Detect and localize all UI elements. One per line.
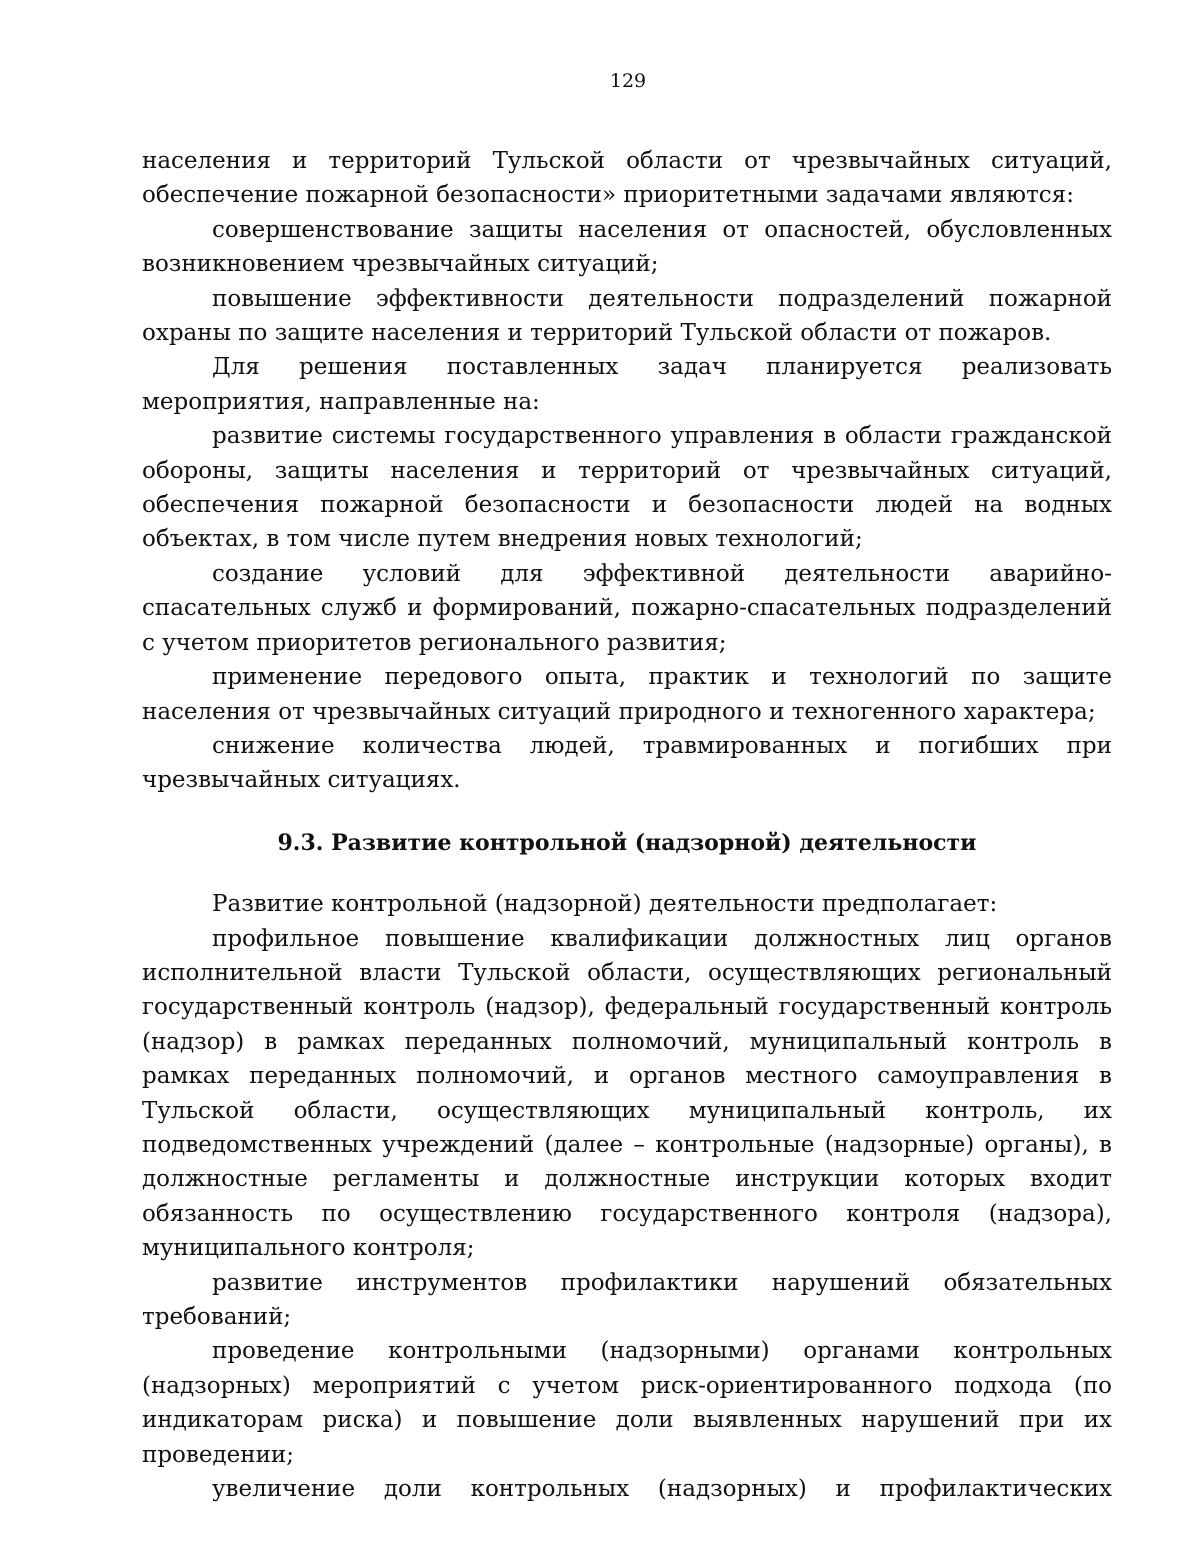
paragraph: Развитие контрольной (надзорной) деятельности предполагает: — [212, 891, 998, 918]
paragraph: проведение контрольными (надзорными) органами контрольных (надзорных) мероприятий с учетом риск-ориентированного подхода (по индикаторам риска) и повышение доли выявленных нарушений при их проведении; — [142, 1338, 1112, 1468]
paragraph: Для решения поставленных задач планируется реализовать мероприятия, направленные на: — [142, 354, 1112, 415]
paragraph: снижение количества людей, травмированных и погибших при чрезвычайных ситуациях. — [142, 732, 1112, 794]
paragraph: совершенствование защиты населения от опасностей, обусловленных возникновением чрезвычайных ситуаций; — [142, 216, 1112, 278]
paragraph: профильное повышение квалификации должностных лиц органов исполнительной власти Тульской области, осуществляющих региональный государственный контроль (надзор), федеральный государственный контроль (надзор) в рамках переданных полномочий, муниципальный контроль в рамках переданных полномочий, и органов местного самоуправления в Тульской области, осуществляющих муниципальный контроль, их подведомственных учреждений (далее – контрольные (надзорные) органы), в должностные регламенты и должностные инструкции которых входит обязанность по осуществлению государственного контроля (надзора), муниципального контроля; — [142, 925, 1112, 1262]
paragraph: повышение эффективности деятельности подразделений пожарной охраны по защите населения и территорий Тульской области от пожаров. — [142, 285, 1112, 347]
paragraph: населения и территорий Тульской области от чрезвычайных ситуаций, обеспечение пожарной безопасности» приоритетными задачами являются: — [142, 148, 1112, 209]
section-heading: 9.3. Развитие контрольной (надзорной) деятельности — [277, 829, 977, 856]
paragraph: создание условий для эффективной деятельности аварийно-спасательных служб и формирований, пожарно-спасательных подразделений с учетом приоритетов регионального развития; — [142, 560, 1112, 656]
page-number: 129 — [609, 70, 647, 92]
document-body — [142, 144, 1112, 1506]
paragraph: применение передового опыта, практик и технологий по защите населения от чрезвычайных ситуаций природного и техногенного характера; — [142, 664, 1112, 725]
paragraph: развитие инструментов профилактики нарушений обязательных требований; — [142, 1269, 1112, 1330]
paragraph: увеличение доли контрольных (надзорных) и профилактических — [212, 1476, 1112, 1503]
paragraph: развитие системы государственного управления в области гражданской обороны, защиты населения и территорий от чрезвычайных ситуаций, обеспечения пожарной безопасности и безопасности людей на водных объектах, в том числе путем внедрения новых технологий; — [142, 423, 1112, 553]
